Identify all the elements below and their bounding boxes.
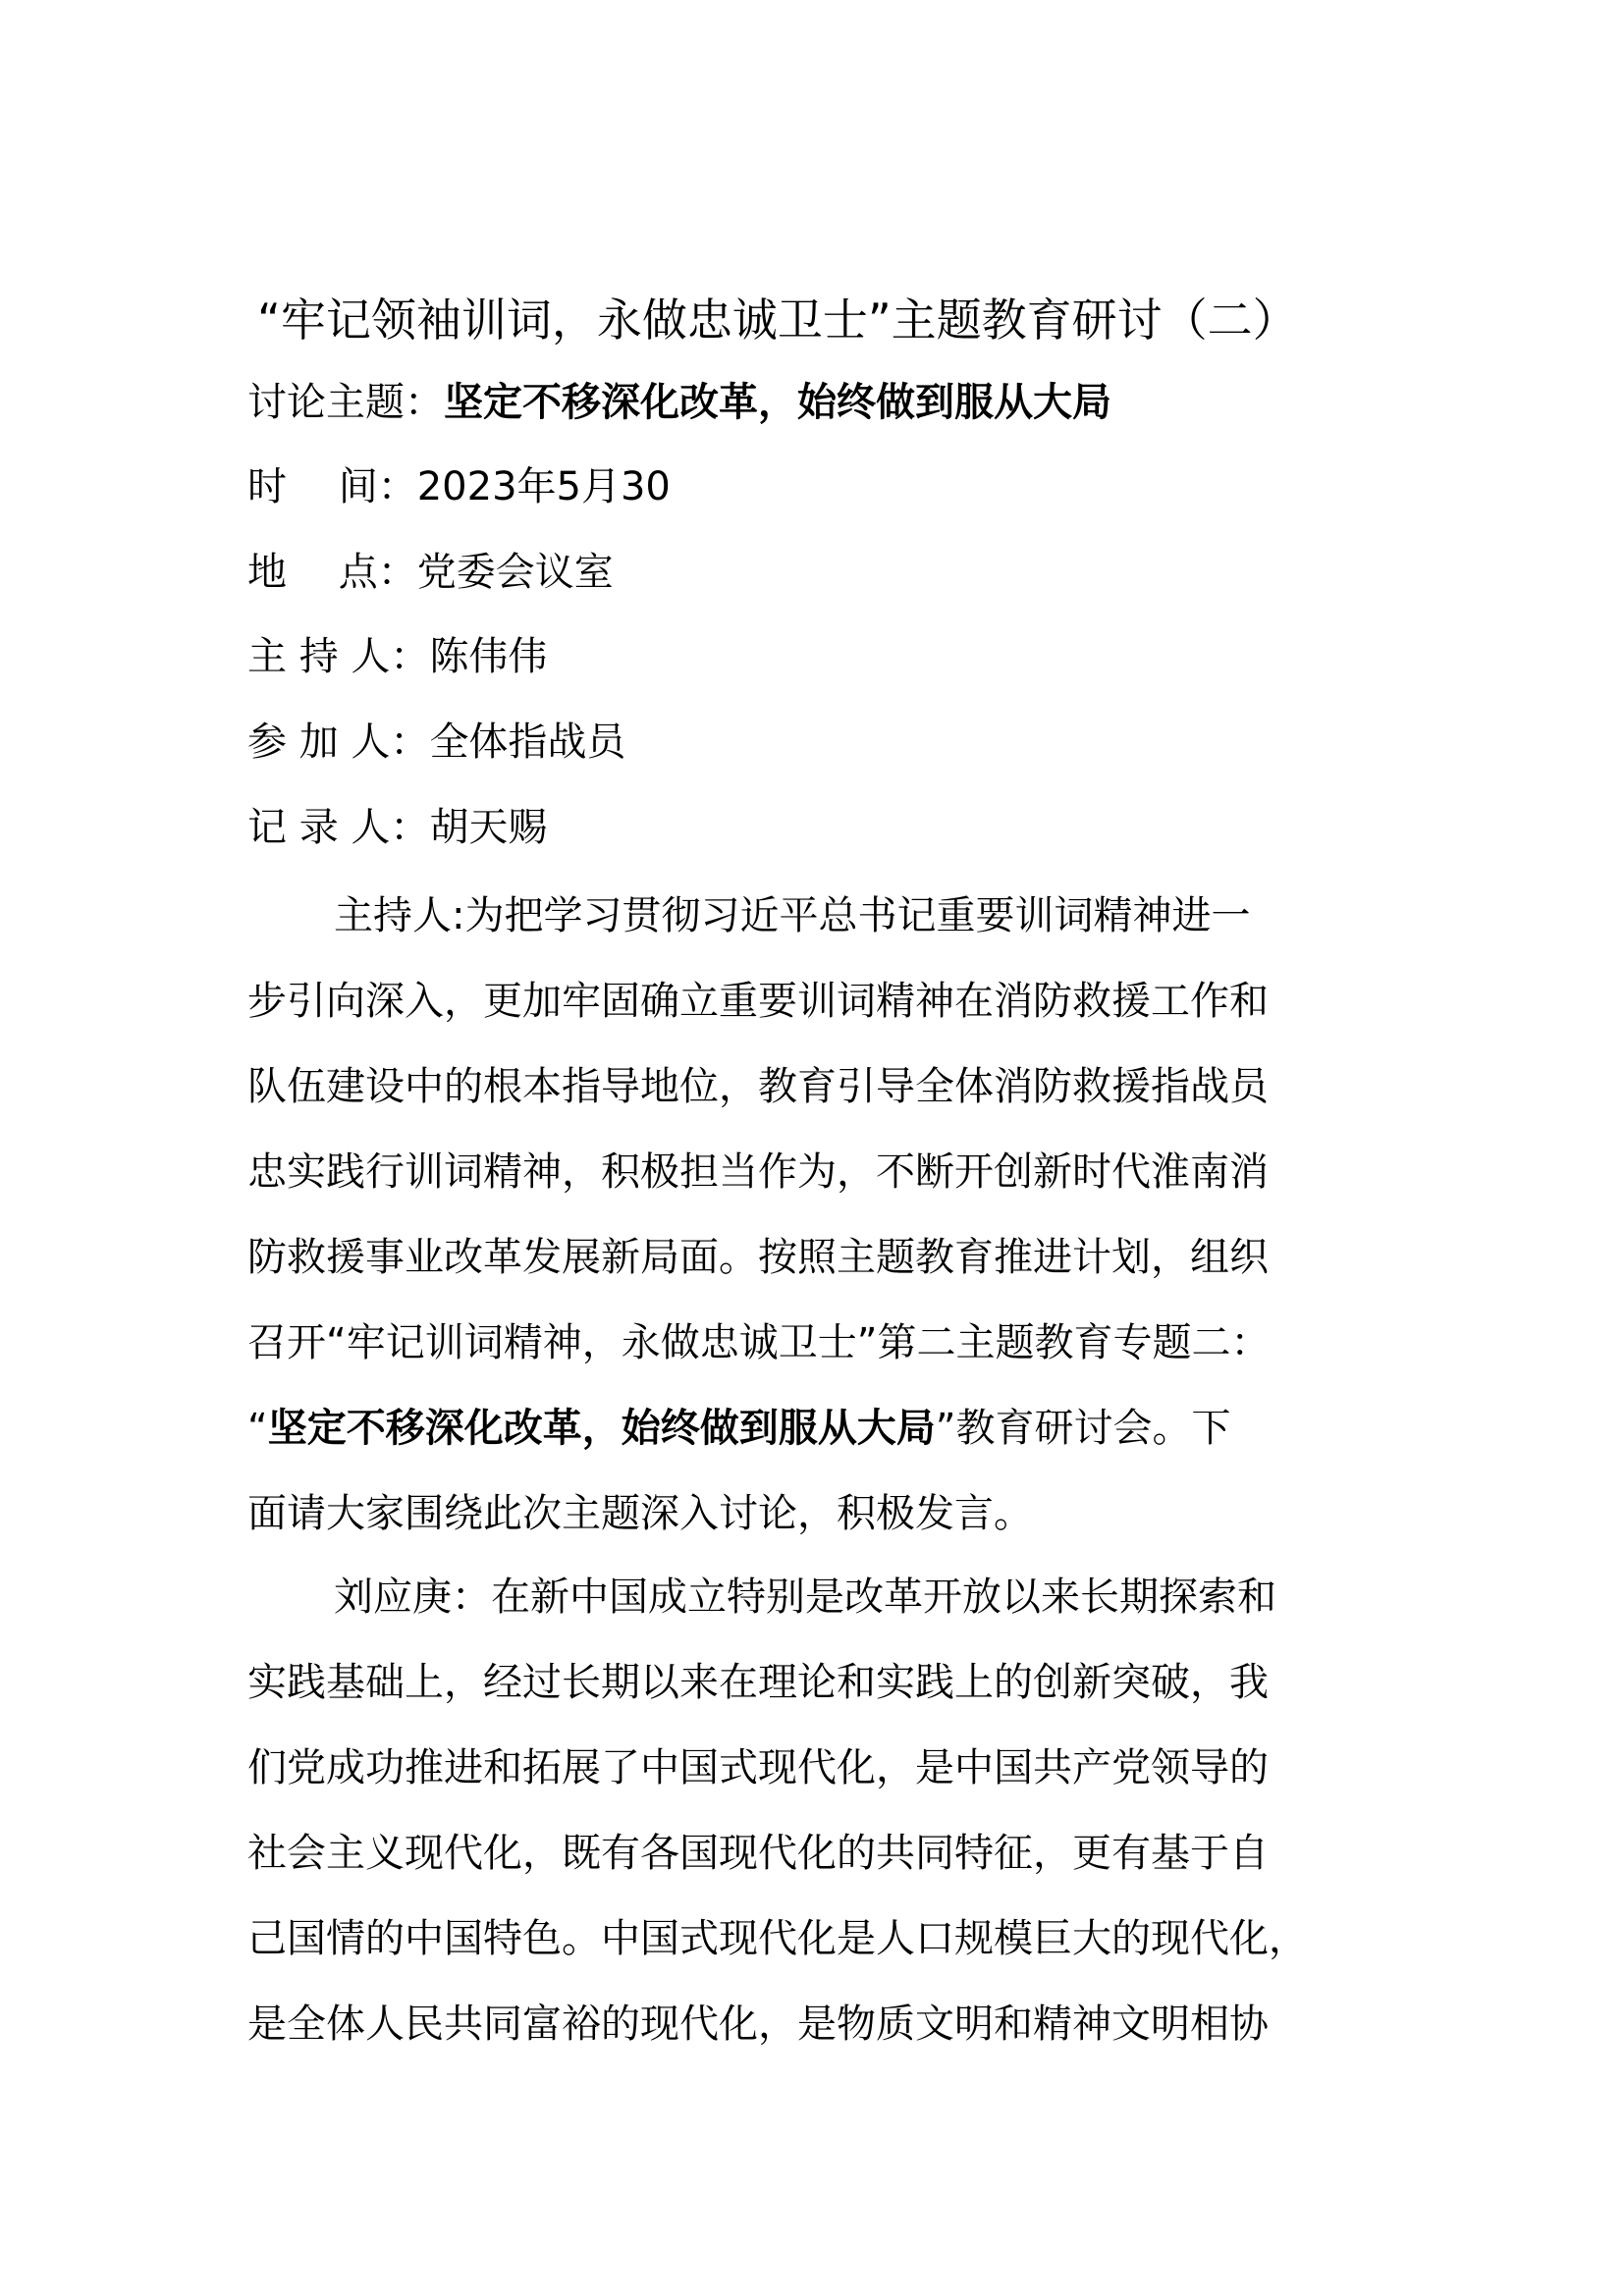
paragraph-liu bbox=[247, 1568, 1396, 2080]
text-segment: 队伍建设中的根本指导地位，教育引导全体消防救援指战员 bbox=[247, 1064, 1269, 1109]
text-line bbox=[247, 1568, 1396, 1653]
text-segment: 坚定不移深化改革，始终做到服从大局 bbox=[267, 1406, 936, 1451]
meta-value: 党委会议室 bbox=[416, 550, 614, 595]
paragraph-host bbox=[247, 886, 1396, 1570]
meta-value: 全体指战员 bbox=[429, 720, 626, 765]
text-segment: 己国情的中国特色。中国式现代化是人口规模巨大的现代化， bbox=[247, 1916, 1308, 1961]
text-line bbox=[247, 1909, 1396, 1995]
meta-value: 陈伟伟 bbox=[429, 634, 548, 679]
text-segment: 忠实践行训词精神，积极担当作为，不断开创新时代淮南消 bbox=[247, 1149, 1269, 1195]
text-line bbox=[247, 1653, 1396, 1738]
meta-label: 参 加 人： bbox=[247, 720, 430, 765]
text-segment: 召开“牢记训词精神，永做忠诚卫士”第二主题教育专题二： bbox=[247, 1320, 1271, 1365]
text-segment: 们党成功推进和拓展了中国式现代化，是中国共产党领导的 bbox=[247, 1745, 1269, 1790]
text-line bbox=[247, 1738, 1396, 1824]
meta-value: 2023年5月30 bbox=[416, 464, 671, 509]
text-line bbox=[247, 1143, 1396, 1228]
text-segment: 步引向深入，更加牢固确立重要训词精神在消防救援工作和 bbox=[247, 979, 1269, 1024]
text-segment: 主持人:为把学习贯彻习近平总书记重要训词精神进一 bbox=[334, 893, 1251, 938]
meta-label: 时 间： bbox=[247, 464, 417, 509]
meta-row bbox=[247, 718, 625, 767]
text-line bbox=[247, 1057, 1396, 1143]
meta-label: 讨论主题： bbox=[247, 380, 444, 425]
text-segment: 面请大家围绕此次主题深入讨论，积极发言。 bbox=[247, 1491, 1033, 1536]
meta-value: 坚定不移深化改革，始终做到服从大局 bbox=[444, 380, 1111, 425]
text-segment: 实践基础上，经过长期以来在理论和实践上的创新突破，我 bbox=[247, 1660, 1269, 1705]
document-title: “牢记领袖训词，永做忠诚卫士”主题教育研讨（二） bbox=[257, 294, 1298, 347]
text-segment: ”教育研讨会。下 bbox=[935, 1406, 1231, 1451]
meta-row bbox=[247, 378, 1111, 427]
meta-row bbox=[247, 803, 547, 852]
meta-row bbox=[247, 548, 614, 597]
text-segment: 防救援事业改革发展新局面。按照主题教育推进计划，组织 bbox=[247, 1235, 1269, 1280]
meta-label: 记 录 人： bbox=[247, 805, 430, 850]
text-segment: “ bbox=[247, 1406, 268, 1451]
text-line bbox=[247, 1228, 1396, 1313]
meta-row bbox=[247, 462, 671, 511]
text-line bbox=[247, 972, 1396, 1057]
text-line bbox=[247, 886, 1396, 972]
meta-label: 地 点： bbox=[247, 550, 417, 595]
text-line bbox=[247, 1995, 1396, 2080]
text-segment: 是全体人民共同富裕的现代化，是物质文明和精神文明相协 bbox=[247, 2002, 1269, 2047]
meta-row bbox=[247, 632, 547, 681]
text-line bbox=[247, 1824, 1396, 1909]
meta-label: 主 持 人： bbox=[247, 634, 430, 679]
text-line bbox=[247, 1484, 1396, 1570]
meta-value: 胡天赐 bbox=[429, 805, 548, 850]
text-segment: 刘应庚：在新中国成立特别是改革开放以来长期探索和 bbox=[334, 1575, 1276, 1620]
text-line bbox=[247, 1399, 1396, 1484]
text-line bbox=[247, 1313, 1396, 1399]
text-segment: 社会主义现代化，既有各国现代化的共同特征，更有基于自 bbox=[247, 1831, 1269, 1876]
